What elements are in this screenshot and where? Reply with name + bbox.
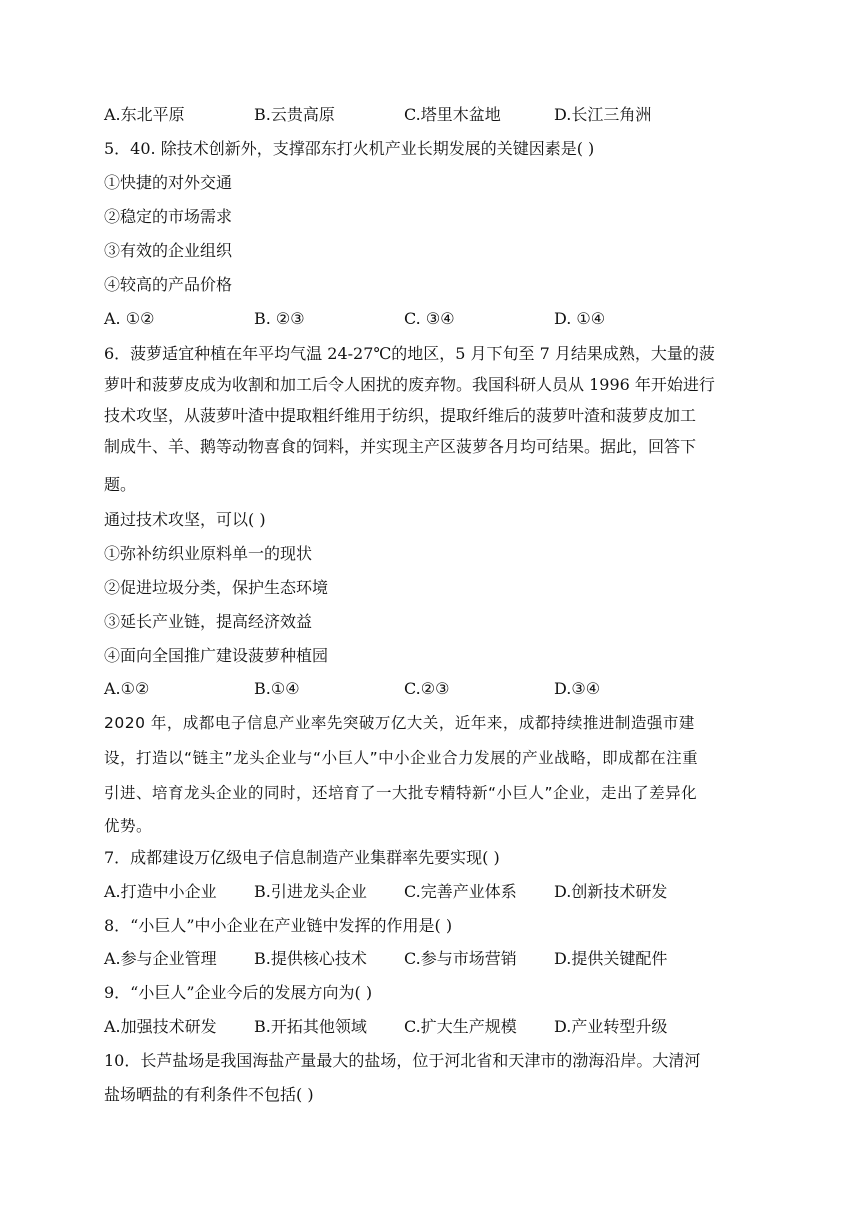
- option-c[interactable]: C.完善产业体系: [404, 882, 517, 901]
- chengdu-passage-line: 设，打造以“链主”龙头企业与“小巨人”中小企业合力发展的产业战略，即成都在注重: [104, 749, 699, 767]
- chengdu-passage-line: 2020 年，成都电子信息产业率先突破万亿大关，近年来，成都持续推进制造强市建: [104, 714, 695, 732]
- option-a[interactable]: A.打造中小企业: [104, 882, 217, 901]
- option-a[interactable]: A.加强技术研发: [104, 1017, 217, 1036]
- q6-passage-line: 6．菠萝适宜种植在年平均气温 24-27℃的地区，5 月下旬至 7 月结果成熟，大量的菠: [104, 344, 715, 363]
- option-b[interactable]: B. ②③: [254, 309, 305, 328]
- q8-options: [104, 948, 744, 970]
- q7-options: [104, 881, 744, 903]
- q6-stem: 通过技术攻坚，可以( ): [104, 510, 266, 529]
- q5-item-4: ④较高的产品价格: [104, 275, 233, 294]
- chengdu-passage-line: 引进、培育龙头企业的同时，还培育了一大批专精特新“小巨人”企业，走出了差异化: [104, 784, 698, 802]
- option-d[interactable]: D.长江三角洲: [554, 105, 652, 124]
- q6-passage-line: 题。: [104, 475, 137, 494]
- q6-passage-line: 技术攻坚，从菠萝叶渣中提取粗纤维用于纺织，提取纤维后的菠萝叶渣和菠萝皮加工: [104, 406, 697, 425]
- q5-item-2: ②稳定的市场需求: [104, 207, 233, 226]
- option-b[interactable]: B.提供核心技术: [254, 949, 367, 968]
- option-b[interactable]: B.云贵高原: [254, 105, 335, 124]
- q9-options: [104, 1016, 744, 1038]
- option-b[interactable]: B.引进龙头企业: [254, 882, 367, 901]
- option-c[interactable]: C.参与市场营销: [404, 949, 517, 968]
- option-b[interactable]: B.开拓其他领域: [254, 1017, 367, 1036]
- option-c[interactable]: C.扩大生产规模: [404, 1017, 517, 1036]
- option-d[interactable]: D.产业转型升级: [554, 1017, 668, 1036]
- q8-stem: 8．“小巨人”中小企业在产业链中发挥的作用是( ): [104, 916, 453, 935]
- q10-stem-line: 10．长芦盐场是我国海盐产量最大的盐场，位于河北省和天津市的渤海沿岸。大清河: [104, 1051, 701, 1070]
- option-c[interactable]: C.塔里木盆地: [404, 105, 501, 124]
- q7-stem: 7．成都建设万亿级电子信息制造产业集群率先要实现( ): [104, 848, 500, 867]
- chengdu-passage-line: 优势。: [104, 817, 153, 835]
- option-c[interactable]: C. ③④: [404, 309, 455, 328]
- q6-options: [104, 678, 744, 700]
- q6-item-2: ②促进垃圾分类，保护生态环境: [104, 578, 329, 597]
- q10-stem-line: 盐场晒盐的有利条件不包括( ): [104, 1085, 314, 1104]
- option-d[interactable]: D.创新技术研发: [554, 882, 668, 901]
- q5-item-1: ①快捷的对外交通: [104, 173, 233, 192]
- option-a[interactable]: A. ①②: [104, 309, 155, 328]
- q6-passage-line: 制成牛、羊、鹅等动物喜食的饲料，并实现主产区菠萝各月均可结果。据此，回答下: [104, 437, 697, 456]
- q4-options: [104, 104, 744, 126]
- option-d[interactable]: D. ①④: [554, 309, 606, 328]
- option-a[interactable]: A.①②: [104, 679, 150, 698]
- option-a[interactable]: A.参与企业管理: [104, 949, 217, 968]
- q5-item-3: ③有效的企业组织: [104, 241, 233, 260]
- option-b[interactable]: B.①④: [254, 679, 300, 698]
- option-d[interactable]: D.提供关键配件: [554, 949, 668, 968]
- q6-item-1: ①弥补纺织业原料单一的现状: [104, 544, 313, 563]
- q6-item-4: ④面向全国推广建设菠萝种植园: [104, 646, 329, 665]
- q9-stem: 9．“小巨人”企业今后的发展方向为( ): [104, 983, 373, 1002]
- option-d[interactable]: D.③④: [554, 679, 601, 698]
- option-c[interactable]: C.②③: [404, 679, 450, 698]
- q6-item-3: ③延长产业链，提高经济效益: [104, 612, 313, 631]
- option-a[interactable]: A.东北平原: [104, 105, 185, 124]
- q5-options: [104, 308, 744, 330]
- q6-passage-line: 萝叶和菠萝皮成为收割和加工后令人困扰的废弃物。我国科研人员从 1996 年开始进行: [104, 375, 715, 394]
- q5-stem: 5．40. 除技术创新外，支撑邵东打火机产业长期发展的关键因素是( ): [104, 139, 595, 158]
